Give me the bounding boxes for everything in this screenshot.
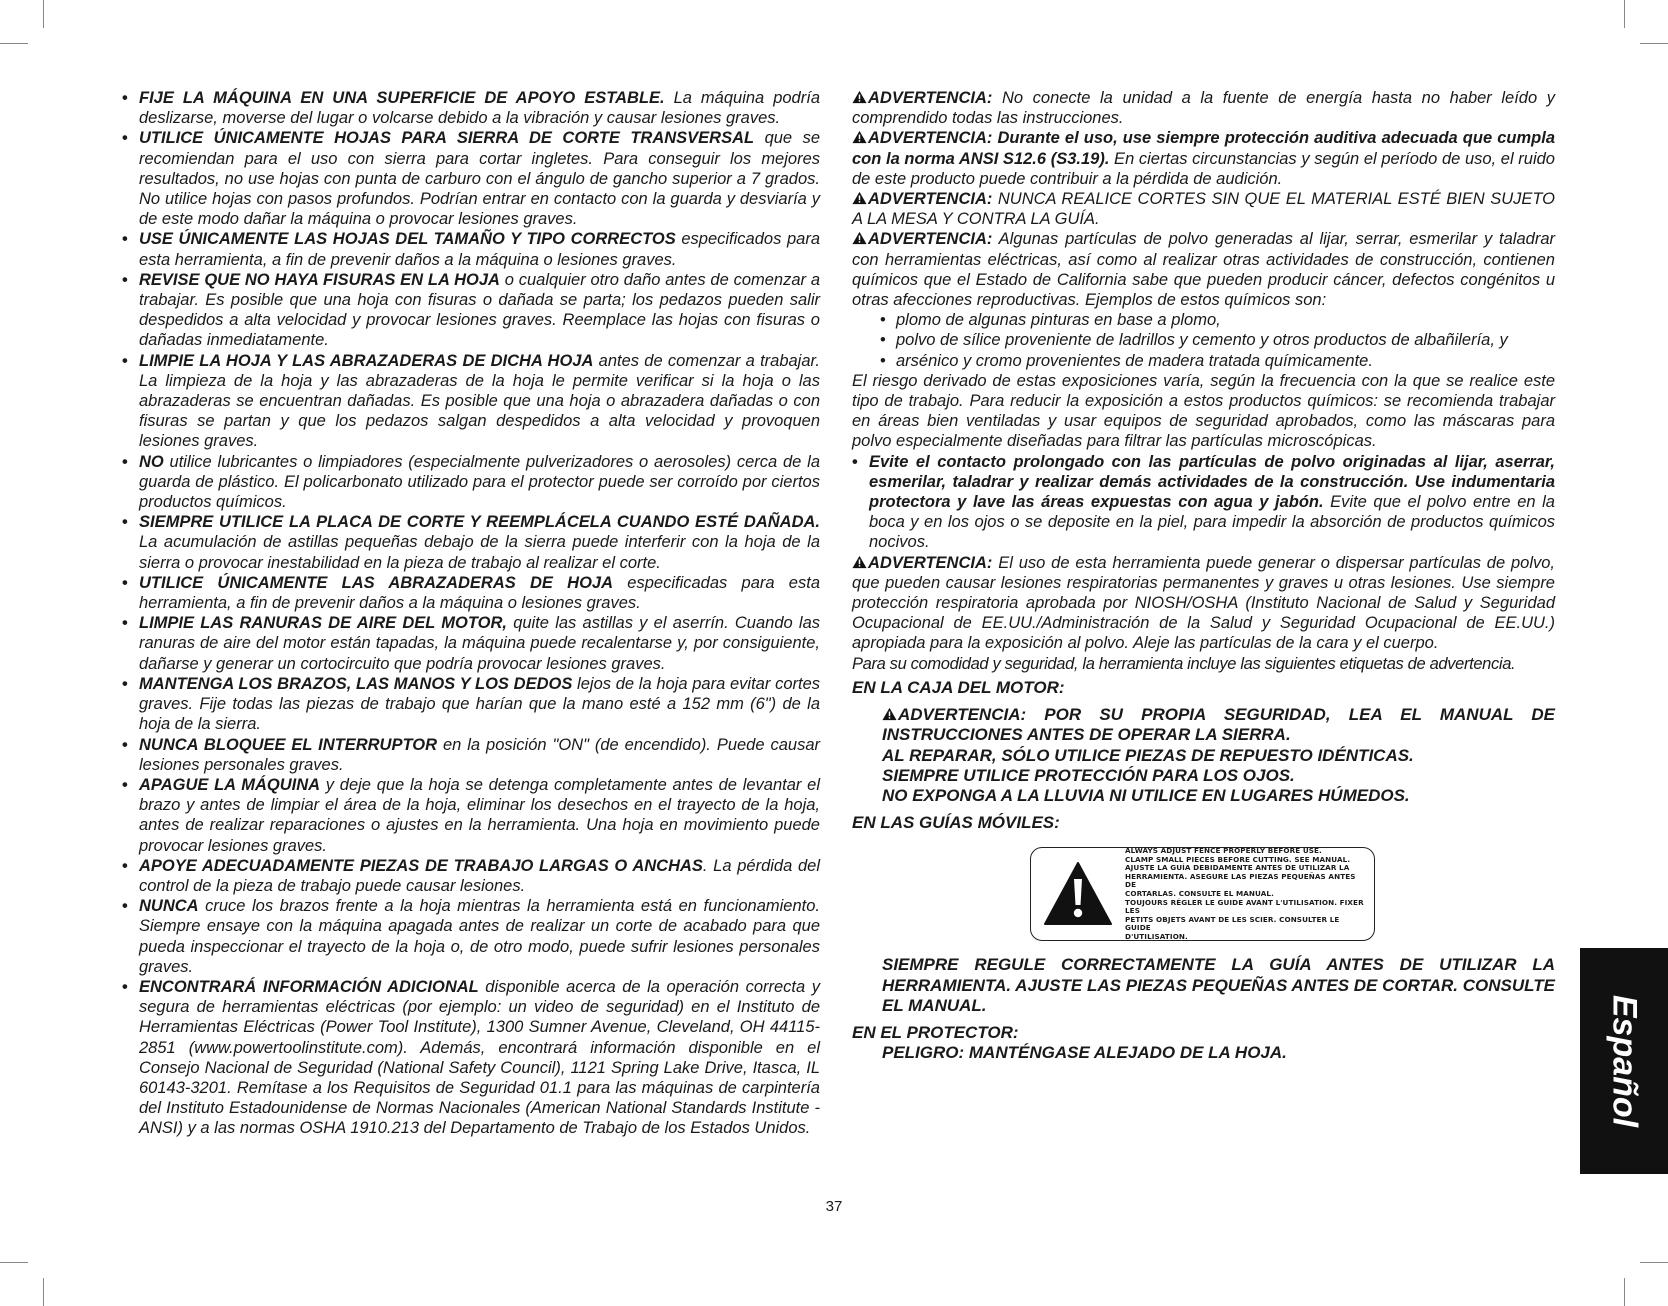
motor-label-line: AL REPARAR, SÓLO UTILICE PIEZAS DE REPUESTO IDÉNTICAS. — [882, 745, 1414, 765]
safety-item: • MANTENGA LOS BRAZOS, LAS MANOS Y LOS DEDOS lejos de la hoja para evitar cortes graves. Fije todas las piezas de trabajo que harían que la mano esté a 152 mm (6") de la hoja de la sierra. — [122, 674, 820, 735]
motor-housing-header: EN LA CAJA DEL MOTOR: — [852, 677, 1065, 697]
safety-item: • NUNCA cruce los brazos frente a la hoja mientras la herramienta está en funcionamiento. Siempre ensaye con la máquina apagada antes de realizar un corte de acabado para que pueda inspeccionar el trayecto de la hoja o, de otro modo, puede sufrir lesiones personales graves. — [122, 896, 820, 977]
warning-label: ADVERTENCIA: — [868, 553, 993, 572]
warning-triangle-icon — [852, 130, 867, 144]
safety-item: • LIMPIE LA HOJA Y LAS ABRAZADERAS DE DICHA HOJA antes de comenzar a trabajar. La limpieza de la hoja y las abrazaderas de la hoja le permite verificar si la hoja o las abrazaderas se encuentran dañadas. Es posible que una hoja o abrazadera dañadas o con fisuras se partan y que los pedazos salgan despedidos a alta velocidad y provoquen lesiones graves. — [122, 351, 820, 452]
safety-item: • REVISE QUE NO HAYA FISURAS EN LA HOJA o cualquier otro daño antes de comenzar a trabajar. Es posible que una hoja con fisuras o dañada se parta; los pedazos pueden salir despedidos a alta velocidad y provocar lesiones graves. Reemplace las hojas con fisuras o dañadas inmediatamente. — [122, 270, 820, 351]
warning-triangle-icon — [852, 555, 867, 569]
fence-warning-placard — [1030, 847, 1375, 941]
warning-triangle-icon — [1043, 861, 1113, 927]
fence-label-text: SIEMPRE REGULE CORRECTAMENTE LA GUÍA ANTES DE UTILIZAR LA HERRAMIENTA. AJUSTE LAS PIEZAS PEQUEÑAS ANTES DE CORTAR. CONSULTE EL MANUAL. — [882, 955, 1555, 1015]
safety-item: • LIMPIE LAS RANURAS DE AIRE DEL MOTOR, quite las astillas y el aserrín. Cuando las ranuras de aire del motor están tapadas, la máquina puede recalentarse y, por consiguiente, dañarse y generar un cortocircuito que podría provocar lesiones graves. — [122, 613, 820, 674]
crop-mark — [43, 0, 44, 28]
motor-label-line: NO EXPONGA A LA LLUVIA NI UTILICE EN LUGARES HÚMEDOS. — [882, 785, 1410, 805]
labels-intro: Para su comodidad y seguridad, la herramienta incluye las siguientes etiquetas de advertencia. — [852, 654, 1516, 673]
warning-triangle-icon — [852, 90, 867, 104]
motor-label-line: SIEMPRE UTILICE PROTECCIÓN PARA LOS OJOS. — [882, 765, 1295, 785]
chemicals-list — [872, 310, 1555, 371]
safety-list — [122, 88, 820, 1139]
guard-header: EN EL PROTECTOR: — [852, 1022, 1019, 1042]
right-column — [852, 88, 1555, 1063]
warning-label: ADVERTENCIA: — [868, 190, 993, 209]
warning-triangle-icon — [852, 231, 867, 245]
warning-label: ADVERTENCIA: Durante el uso, use siempre protección auditiva adecuada que cumpla con la norma ANSI S12.6 (S3.19). — [852, 129, 1555, 168]
crop-mark — [1624, 0, 1625, 28]
warning-hearing: ADVERTENCIA: Durante el uso, use siempre protección auditiva adecuada que cumpla con la norma ANSI S12.6 (S3.19). En ciertas circunstancias y según el período de uso, el ruido de este producto puede contribuir a la pérdida de audición. — [852, 129, 1555, 188]
safety-item: • UTILICE ÚNICAMENTE LAS ABRAZADERAS DE HOJA especificadas para esta herramienta, a fin de prevenir daños a la máquina o lesiones graves. — [122, 573, 820, 613]
crop-mark — [1640, 1262, 1668, 1263]
left-column — [122, 88, 820, 1139]
warning-label: ADVERTENCIA: — [868, 230, 993, 249]
avoid-contact-item: • Evite el contacto prolongado con las partículas de polvo originadas al lijar, aserrar, esmerilar, taladrar y realizar demás actividades de la construcción. Use indumentaria protectora y lave las áreas expuestas con agua y jabón. Evite que el polvo entre en la boca y en los ojos o se deposite en la piel, para impedir la absorción de productos químicos nocivos. — [852, 452, 1555, 553]
safety-item: • NUNCA BLOQUEE EL INTERRUPTOR en la posición "ON" (de encendido). Puede causar lesiones personales graves. — [122, 735, 820, 775]
safety-item: • UTILICE ÚNICAMENTE HOJAS PARA SIERRA DE CORTE TRANSVERSAL que se recomiendan para el uso con sierra para cortar ingletes. Para conseguir los mejores resultados, no use hojas con punta de carburo con el ángulo de gancho superior a 7 grados. No utilice hojas con pasos profundos. Podrían entrar en contacto con la guarda y desviaría y de este modo dañar la máquina o provocar lesiones graves. — [122, 128, 820, 229]
safety-item: • USE ÚNICAMENTE LAS HOJAS DEL TAMAÑO Y TIPO CORRECTOS especificados para esta herramienta, a fin de prevenir daños a la máquina o lesiones graves. — [122, 229, 820, 269]
warning-triangle-icon — [882, 707, 897, 721]
crop-mark — [1640, 43, 1668, 44]
placard-text: ALWAYS ADJUST FENCE PROPERLY BEFORE USE. CLAMP SMALL PIECES BEFORE CUTTING. SEE MANUAL. AJUSTE LA GUÍA DEBIDAMENTE ANTES DE UTILIZAR LA HERRAMIENTA. ASEGURE LAS PIEZAS PEQUEÑAS ANTES DE CORTARLAS. CONSULTE EL MANUAL. TOUJOURS RÉGLER LE GUIDE AVANT L'UTILISATION. FIXER LES PETITS OBJETS AVANT DE LES SCIER. CONSULTER LE GUIDE D'UTILISATION. — [1125, 846, 1364, 941]
warning-label: ADVERTENCIA: — [868, 89, 993, 107]
crop-mark — [0, 43, 28, 44]
risk-paragraph: El riesgo derivado de estas exposiciones varía, según la frecuencia con la que se realice este tipo de trabajo. Para reducir la exposición a estos productos químicos: se recomienda trabajar en áreas bien ventiladas y usar equipos de seguridad aprobados, como las máscaras para polvo especialmente diseñadas para filtrar las partículas microscópicas. — [852, 371, 1555, 451]
safety-item: • APOYE ADECUADAMENTE PIEZAS DE TRABAJO LARGAS O ANCHAS. La pérdida del control de la pieza de trabajo puede causar lesiones. — [122, 856, 820, 896]
motor-label-line: ADVERTENCIA: POR SU PROPIA SEGURIDAD, LEA EL MANUAL DE INSTRUCCIONES ANTES DE OPERAR LA SIERRA. — [882, 705, 1555, 745]
list-item: • arsénico y cromo provenientes de madera tratada químicamente. — [872, 351, 1555, 371]
safety-item: • NO utilice lubricantes o limpiadores (especialmente pulverizadores o aerosoles) cerca de la guarda de plástico. El policarbonato utilizado para el protector puede ser corroído por ciertos productos químicos. — [122, 452, 820, 513]
safety-item: • ENCONTRARÁ INFORMACIÓN ADICIONAL disponible acerca de la operación correcta y segura de herramientas eléctricas (por ejemplo: un video de seguridad) en el Instituto de Herramientas Eléctricas (Power Tool Institute), 1300 Sumner Avenue, Cleveland, OH 44115-2851 (www.powertoolinstitute.com). Además, encontrará información disponible en el Consejo Nacional de Seguridad (National Safety Council), 1121 Spring Lake Drive, Itasca, IL 60143-3201. Remítase a los Requisitos de Seguridad 01.1 para las máquinas de carpintería del Instituto Estadounidense de Normas Nacionales (American National Standards Institute - ANSI) y a las normas OSHA 1910.213 del Departamento de Trabajo de los Estados Unidos. — [122, 977, 820, 1139]
safety-item: • FIJE LA MÁQUINA EN UNA SUPERFICIE DE APOYO ESTABLE. La máquina podría deslizarse, moverse del lugar o volcarse debido a la vibración y causar lesiones graves. — [122, 88, 820, 128]
crop-mark — [0, 1262, 28, 1263]
fence-header: EN LAS GUÍAS MÓVILES: — [852, 813, 1060, 833]
language-tab — [1580, 948, 1668, 1174]
warning-chemicals: ADVERTENCIA: Algunas partículas de polvo generadas al lijar, serrar, esmerilar y taladrar con herramientas eléctricas, así como al realizar otras actividades de construcción, contienen químicos que el Estado de California sabe que pueden producir cáncer, defectos congénitos u otras afecciones reproductivas. Ejemplos de estos químicos son: — [852, 230, 1555, 310]
list-item: • polvo de sílice proveniente de ladrillos y cemento y otros productos de albañilería, y — [872, 330, 1555, 350]
safety-item: • SIEMPRE UTILICE LA PLACA DE CORTE Y REEMPLÁCELA CUANDO ESTÉ DAÑADA. La acumulación de astillas pequeñas debajo de la sierra puede interferir con la hoja de la sierra o provocar inestabilidad en la pieza de trabajo al realizar el corte. — [122, 512, 820, 573]
page-number: 37 — [825, 1198, 843, 1215]
crop-mark — [43, 1278, 44, 1306]
crop-mark — [1624, 1278, 1625, 1306]
warning-triangle-icon — [852, 191, 867, 205]
language-tab-label: Español — [1605, 994, 1644, 1128]
warning-connect: ADVERTENCIA: No conecte la unidad a la fuente de energía hasta no haber leído y comprendido todas las instrucciones. — [852, 89, 1555, 128]
warning-respiratory: ADVERTENCIA: El uso de esta herramienta puede generar o dispersar partículas de polvo, que pueden causar lesiones respiratorias permanentes y graves u otras lesiones. Use siempre protección respiratoria aprobada por NIOSH/OSHA (Instituto Nacional de Salud y Seguridad Ocupacional de EE.UU./Administración de la Salud y Seguridad Ocupacional de EE.UU.) apropiada para la exposición al polvo. Aleje las partículas de la cara y el cuerpo. — [852, 553, 1555, 653]
list-item: • plomo de algunas pinturas en base a plomo, — [872, 310, 1555, 330]
safety-item: • APAGUE LA MÁQUINA y deje que la hoja se detenga completamente antes de levantar el brazo y antes de limpiar el área de la hoja, eliminar los desechos en el trayecto de la hoja, antes de realizar reparaciones o ajustes en la herramienta. Una hoja en movimiento puede provocar lesiones graves. — [122, 775, 820, 856]
guard-label-text: PELIGRO: MANTÉNGASE ALEJADO DE LA HOJA. — [882, 1043, 1287, 1063]
warning-secure-material: ADVERTENCIA: NUNCA REALICE CORTES SIN QUE EL MATERIAL ESTÉ BIEN SUJETO A LA MESA Y CONTRA LA GUÍA. — [852, 190, 1555, 229]
